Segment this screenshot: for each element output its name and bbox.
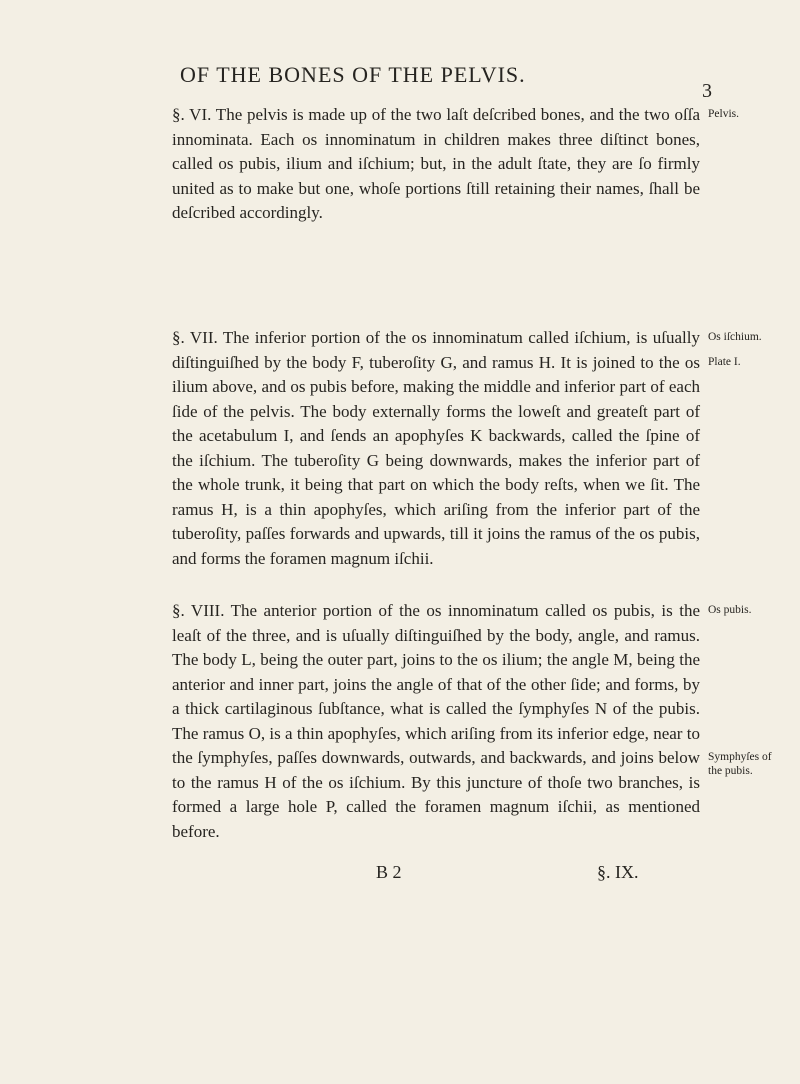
margin-note-os-pubis: Os pubis. <box>708 604 752 616</box>
section-viii <box>172 599 700 844</box>
margin-note-symphyses-2: the pubis. <box>708 765 753 777</box>
section-vii-text: §. VII. The inferior portion of the os innominatum called iſchium, is uſually diſtinguiſhed by the body F, tuberoſity G, and ramus H. It is joined to the os ilium above, and os pubis before, making the middle and inferior part of each ſide of the pelvis. The body externally forms the loweſt and greateſt part of the acetabulum I, and ſends an apophyſes K backwards, called the ſpine of the iſchium. The tuberoſity G being downwards, makes the inferior part of the whole trunk, it being that part on which the body reſts, when we ſit. The ramus H, is a thin apophyſes, which ariſing from the inferior part of the tuberoſity, paſſes forwards and upwards, till it joins the ramus of the os pubis, and forms the foramen magnum iſchii. <box>172 328 700 568</box>
signature-mark: B 2 <box>376 862 402 882</box>
page-number: 3 <box>702 80 712 102</box>
running-head: OF THE BONES OF THE PELVIS. <box>180 62 526 87</box>
catchword: §. IX. <box>597 862 639 882</box>
section-vi-text: §. VI. The pelvis is made up of the two laſt deſcribed bones, and the two oſſa innominata. Each os innominatum in children makes three diſtinct bones, called os pubis, ilium and iſchium; but, in the adult ſtate, they are ſo firmly united as to make but one, whoſe portions ſtill retaining their names, ſhall be deſcribed accordingly. <box>172 105 700 222</box>
margin-note-pelvis: Pelvis. <box>708 108 739 120</box>
section-viii-text: §. VIII. The anterior portion of the os innominatum called os pubis, is the leaſt of the three, and is uſually diſtinguiſhed by the body, angle, and ramus. The body L, being the outer part, joins to the os ilium; the angle M, being the anterior and inner part, joins the angle of that of the other ſide; and forms, by a thick cartilaginous ſubſtance, what is called the ſymphyſes N of the pubis. The ramus O, is a thin apophyſes, which ariſing from its inferior edge, near to the ſymphyſes, paſſes downwards, outwards, and backwards, and joins below to the ramus H of the os iſchium. By this juncture of thoſe two branches, is formed a large hole P, called the foramen magnum iſchii, as mentioned before. <box>172 601 700 841</box>
section-vi <box>172 103 700 226</box>
margin-note-os-ischium: Os iſchium. <box>708 331 762 343</box>
section-vii <box>172 326 700 571</box>
margin-note-symphyses-1: Symphyſes of <box>708 751 772 763</box>
margin-note-plate: Plate I. <box>708 356 741 368</box>
